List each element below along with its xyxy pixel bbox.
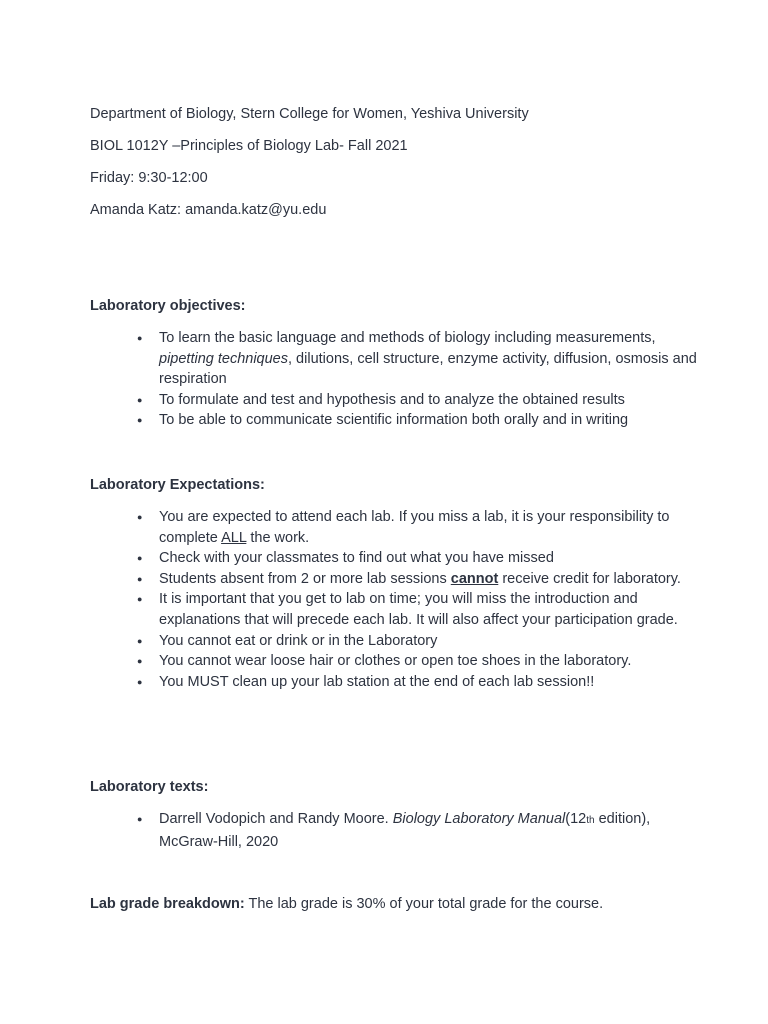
texts-heading: Laboratory texts:: [90, 779, 209, 795]
list-item: ● To formulate and test and hypothesis and to analyze the obtained results: [137, 390, 697, 411]
list-item: ● Darrell Vodopich and Randy Moore. Biology Laboratory Manual(12th edition), McGraw-Hill, 2020: [137, 809, 697, 852]
objectives-list: [137, 328, 697, 431]
list-item: ● It is important that you get to lab on time; you will miss the introduction and explanations that will precede each lab. It will also affect your participation grade.: [137, 589, 697, 630]
objectives-heading: Laboratory objectives:: [90, 298, 246, 314]
course-line: BIOL 1012Y –Principles of Biology Lab- Fall 2021: [90, 138, 408, 154]
list-item: ● You are expected to attend each lab. If you miss a lab, it is your responsibility to complete ALL the work.: [137, 507, 697, 548]
list-item: ● You MUST clean up your lab station at the end of each lab session!!: [137, 672, 697, 693]
list-item: ● To learn the basic language and methods of biology including measurements, pipetting techniques, dilutions, cell structure, enzyme activity, diffusion, osmosis and respiration: [137, 328, 697, 390]
instructor-line: Amanda Katz: amanda.katz@yu.edu: [90, 202, 327, 218]
grade-text: The lab grade is 30% of your total grade for the course.: [244, 896, 604, 912]
list-item: ● You cannot eat or drink or in the Laboratory: [137, 631, 697, 652]
list-item: ● To be able to communicate scientific information both orally and in writing: [137, 410, 697, 431]
grade-line: [90, 894, 603, 914]
list-item: ● You cannot wear loose hair or clothes or open toe shoes in the laboratory.: [137, 651, 697, 672]
expectations-list: [137, 507, 697, 692]
expectations-heading: Laboratory Expectations:: [90, 477, 265, 493]
grade-heading: Lab grade breakdown:: [90, 896, 245, 912]
texts-list: [137, 809, 697, 852]
department-line: Department of Biology, Stern College for Women, Yeshiva University: [90, 106, 529, 122]
list-item: ● Students absent from 2 or more lab sessions cannot receive credit for laboratory.: [137, 569, 697, 590]
schedule-line: Friday: 9:30-12:00: [90, 170, 208, 186]
list-item: ● Check with your classmates to find out what you have missed: [137, 548, 697, 569]
